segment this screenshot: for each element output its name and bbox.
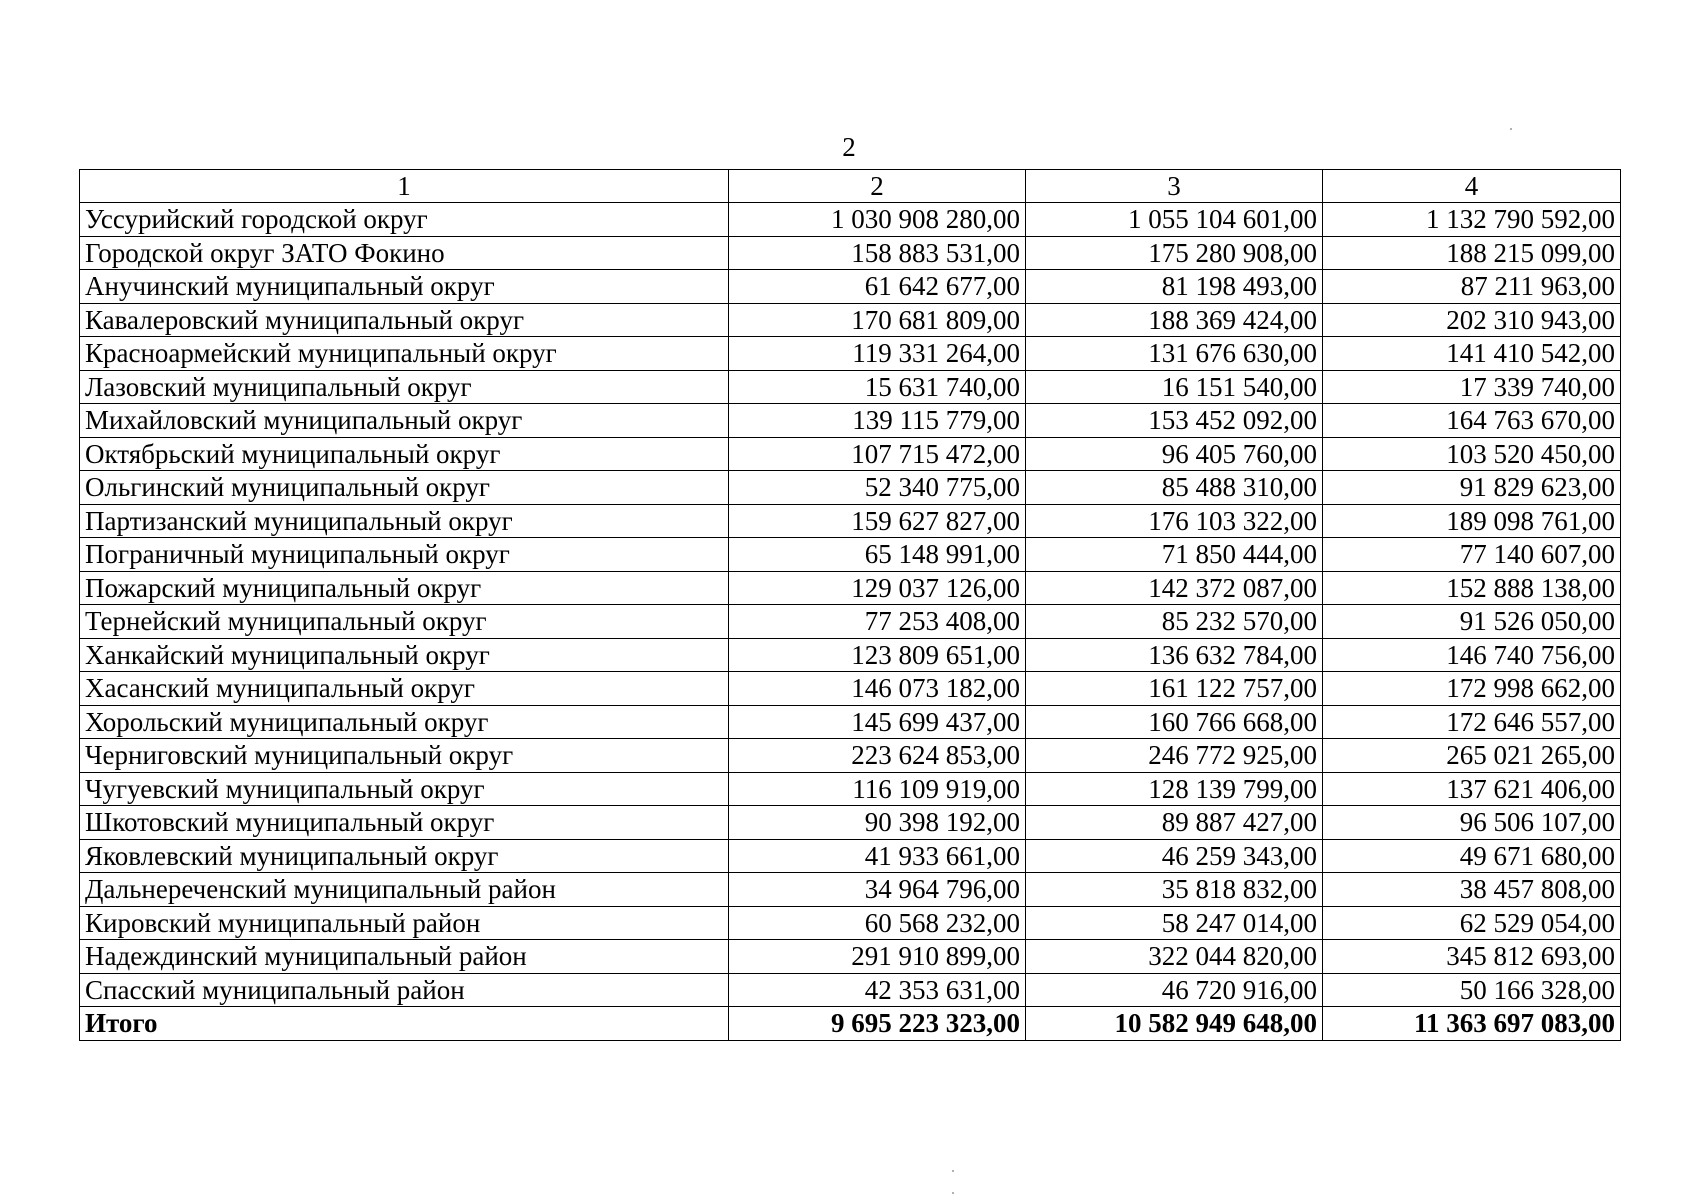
scan-speck (952, 1170, 954, 1172)
value-cell-col3: 46 720 916,00 (1026, 973, 1323, 1007)
value-cell-col3: 188 369 424,00 (1026, 303, 1323, 337)
value-cell-col4: 91 829 623,00 (1323, 471, 1621, 505)
value-cell-col2: 34 964 796,00 (729, 873, 1026, 907)
territory-name-cell: Анучинский муниципальный округ (80, 270, 729, 304)
value-cell-col2: 145 699 437,00 (729, 705, 1026, 739)
territory-name-cell: Ханкайский муниципальный округ (80, 638, 729, 672)
value-cell-col2: 90 398 192,00 (729, 806, 1026, 840)
value-cell-col2: 15 631 740,00 (729, 370, 1026, 404)
territory-name-cell: Шкотовский муниципальный округ (80, 806, 729, 840)
value-cell-col4: 91 526 050,00 (1323, 605, 1621, 639)
value-cell-col4: 17 339 740,00 (1323, 370, 1621, 404)
value-cell-col3: 322 044 820,00 (1026, 940, 1323, 974)
table-row (80, 236, 1621, 270)
value-cell-col4: 265 021 265,00 (1323, 739, 1621, 773)
value-cell-col3: 89 887 427,00 (1026, 806, 1323, 840)
value-cell-col4: 146 740 756,00 (1323, 638, 1621, 672)
value-cell-col3: 71 850 444,00 (1026, 538, 1323, 572)
value-cell-col3: 16 151 540,00 (1026, 370, 1323, 404)
value-cell-col2: 129 037 126,00 (729, 571, 1026, 605)
territory-name-cell: Дальнереченский муниципальный район (80, 873, 729, 907)
budget-table (79, 169, 1621, 1041)
value-cell-col2: 170 681 809,00 (729, 303, 1026, 337)
value-cell-col2: 159 627 827,00 (729, 504, 1026, 538)
value-cell-col2: 52 340 775,00 (729, 471, 1026, 505)
value-cell-col2: 42 353 631,00 (729, 973, 1026, 1007)
value-cell-col4: 188 215 099,00 (1323, 236, 1621, 270)
value-cell-col4: 103 520 450,00 (1323, 437, 1621, 471)
value-cell-col4: 62 529 054,00 (1323, 906, 1621, 940)
value-cell-col2: 146 073 182,00 (729, 672, 1026, 706)
value-cell-col3: 246 772 925,00 (1026, 739, 1323, 773)
table-row (80, 404, 1621, 438)
header-row (80, 170, 1621, 203)
value-cell-col2: 77 253 408,00 (729, 605, 1026, 639)
value-cell-col4: 77 140 607,00 (1323, 538, 1621, 572)
territory-name-cell: Тернейский муниципальный округ (80, 605, 729, 639)
territory-name-cell: Партизанский муниципальный округ (80, 504, 729, 538)
value-cell-col2: 61 642 677,00 (729, 270, 1026, 304)
value-cell-col4: 345 812 693,00 (1323, 940, 1621, 974)
value-cell-col3: 96 405 760,00 (1026, 437, 1323, 471)
value-cell-col2: 123 809 651,00 (729, 638, 1026, 672)
territory-name-cell: Пожарский муниципальный округ (80, 571, 729, 605)
table-body (80, 203, 1621, 1041)
value-cell-col2: 119 331 264,00 (729, 337, 1026, 371)
table-row (80, 705, 1621, 739)
territory-name-cell: Кировский муниципальный район (80, 906, 729, 940)
value-cell-col4: 137 621 406,00 (1323, 772, 1621, 806)
value-cell-col3: 175 280 908,00 (1026, 236, 1323, 270)
table-row (80, 370, 1621, 404)
value-cell-col3: 160 766 668,00 (1026, 705, 1323, 739)
value-cell-col4: 202 310 943,00 (1323, 303, 1621, 337)
territory-name-cell: Михайловский муниципальный округ (80, 404, 729, 438)
table-row (80, 538, 1621, 572)
column-header-4: 4 (1323, 170, 1621, 203)
territory-name-cell: Городской округ ЗАТО Фокино (80, 236, 729, 270)
value-cell-col2: 1 030 908 280,00 (729, 203, 1026, 237)
value-cell-col4: 164 763 670,00 (1323, 404, 1621, 438)
territory-name-cell: Чугуевский муниципальный округ (80, 772, 729, 806)
territory-name-cell: Красноармейский муниципальный округ (80, 337, 729, 371)
territory-name-cell: Хасанский муниципальный округ (80, 672, 729, 706)
value-cell-col4: 50 166 328,00 (1323, 973, 1621, 1007)
value-cell-col3: 58 247 014,00 (1026, 906, 1323, 940)
territory-name-cell: Уссурийский городской округ (80, 203, 729, 237)
value-cell-col3: 161 122 757,00 (1026, 672, 1323, 706)
territory-name-cell: Черниговский муниципальный округ (80, 739, 729, 773)
value-cell-col4: 1 132 790 592,00 (1323, 203, 1621, 237)
page-number: 2 (842, 132, 856, 162)
territory-name-cell: Кавалеровский муниципальный округ (80, 303, 729, 337)
table-row (80, 270, 1621, 304)
table-row (80, 772, 1621, 806)
value-cell-col3: 131 676 630,00 (1026, 337, 1323, 371)
territory-name-cell: Пограничный муниципальный округ (80, 538, 729, 572)
scan-speck (952, 1192, 954, 1194)
value-cell-col2: 65 148 991,00 (729, 538, 1026, 572)
value-cell-col2: 9 695 223 323,00 (729, 1007, 1026, 1041)
territory-name-cell: Итого (80, 1007, 729, 1041)
value-cell-col4: 11 363 697 083,00 (1323, 1007, 1621, 1041)
value-cell-col4: 96 506 107,00 (1323, 806, 1621, 840)
value-cell-col2: 41 933 661,00 (729, 839, 1026, 873)
table-row (80, 471, 1621, 505)
value-cell-col3: 46 259 343,00 (1026, 839, 1323, 873)
scan-speck (1510, 128, 1512, 130)
value-cell-col4: 141 410 542,00 (1323, 337, 1621, 371)
table-row (80, 672, 1621, 706)
table-row (80, 806, 1621, 840)
territory-name-cell: Лазовский муниципальный округ (80, 370, 729, 404)
column-header-2: 2 (729, 170, 1026, 203)
column-header-1: 1 (80, 170, 729, 203)
value-cell-col2: 158 883 531,00 (729, 236, 1026, 270)
value-cell-col2: 60 568 232,00 (729, 906, 1026, 940)
value-cell-col2: 223 624 853,00 (729, 739, 1026, 773)
value-cell-col3: 81 198 493,00 (1026, 270, 1323, 304)
value-cell-col2: 291 910 899,00 (729, 940, 1026, 974)
value-cell-col2: 139 115 779,00 (729, 404, 1026, 438)
value-cell-col4: 49 671 680,00 (1323, 839, 1621, 873)
table-row (80, 739, 1621, 773)
value-cell-col3: 1 055 104 601,00 (1026, 203, 1323, 237)
value-cell-col3: 128 139 799,00 (1026, 772, 1323, 806)
value-cell-col4: 38 457 808,00 (1323, 873, 1621, 907)
table-row (80, 203, 1621, 237)
table-row (80, 906, 1621, 940)
territory-name-cell: Октябрьский муниципальный округ (80, 437, 729, 471)
territory-name-cell: Яковлевский муниципальный округ (80, 839, 729, 873)
table-row (80, 303, 1621, 337)
table-row (80, 571, 1621, 605)
value-cell-col2: 107 715 472,00 (729, 437, 1026, 471)
column-header-3: 3 (1026, 170, 1323, 203)
table-row (80, 873, 1621, 907)
table-row (80, 638, 1621, 672)
value-cell-col3: 153 452 092,00 (1026, 404, 1323, 438)
table-row (80, 973, 1621, 1007)
value-cell-col2: 116 109 919,00 (729, 772, 1026, 806)
value-cell-col3: 85 488 310,00 (1026, 471, 1323, 505)
value-cell-col3: 35 818 832,00 (1026, 873, 1323, 907)
value-cell-col4: 172 998 662,00 (1323, 672, 1621, 706)
value-cell-col4: 152 888 138,00 (1323, 571, 1621, 605)
value-cell-col3: 10 582 949 648,00 (1026, 1007, 1323, 1041)
total-row (80, 1007, 1621, 1041)
table-row (80, 437, 1621, 471)
value-cell-col3: 142 372 087,00 (1026, 571, 1323, 605)
table-row (80, 940, 1621, 974)
value-cell-col4: 172 646 557,00 (1323, 705, 1621, 739)
table-row (80, 605, 1621, 639)
value-cell-col3: 136 632 784,00 (1026, 638, 1323, 672)
table-row (80, 839, 1621, 873)
territory-name-cell: Надеждинский муниципальный район (80, 940, 729, 974)
table-row (80, 504, 1621, 538)
value-cell-col4: 87 211 963,00 (1323, 270, 1621, 304)
territory-name-cell: Спасский муниципальный район (80, 973, 729, 1007)
table-row (80, 337, 1621, 371)
value-cell-col3: 176 103 322,00 (1026, 504, 1323, 538)
territory-name-cell: Хорольский муниципальный округ (80, 705, 729, 739)
value-cell-col3: 85 232 570,00 (1026, 605, 1323, 639)
territory-name-cell: Ольгинский муниципальный округ (80, 471, 729, 505)
value-cell-col4: 189 098 761,00 (1323, 504, 1621, 538)
